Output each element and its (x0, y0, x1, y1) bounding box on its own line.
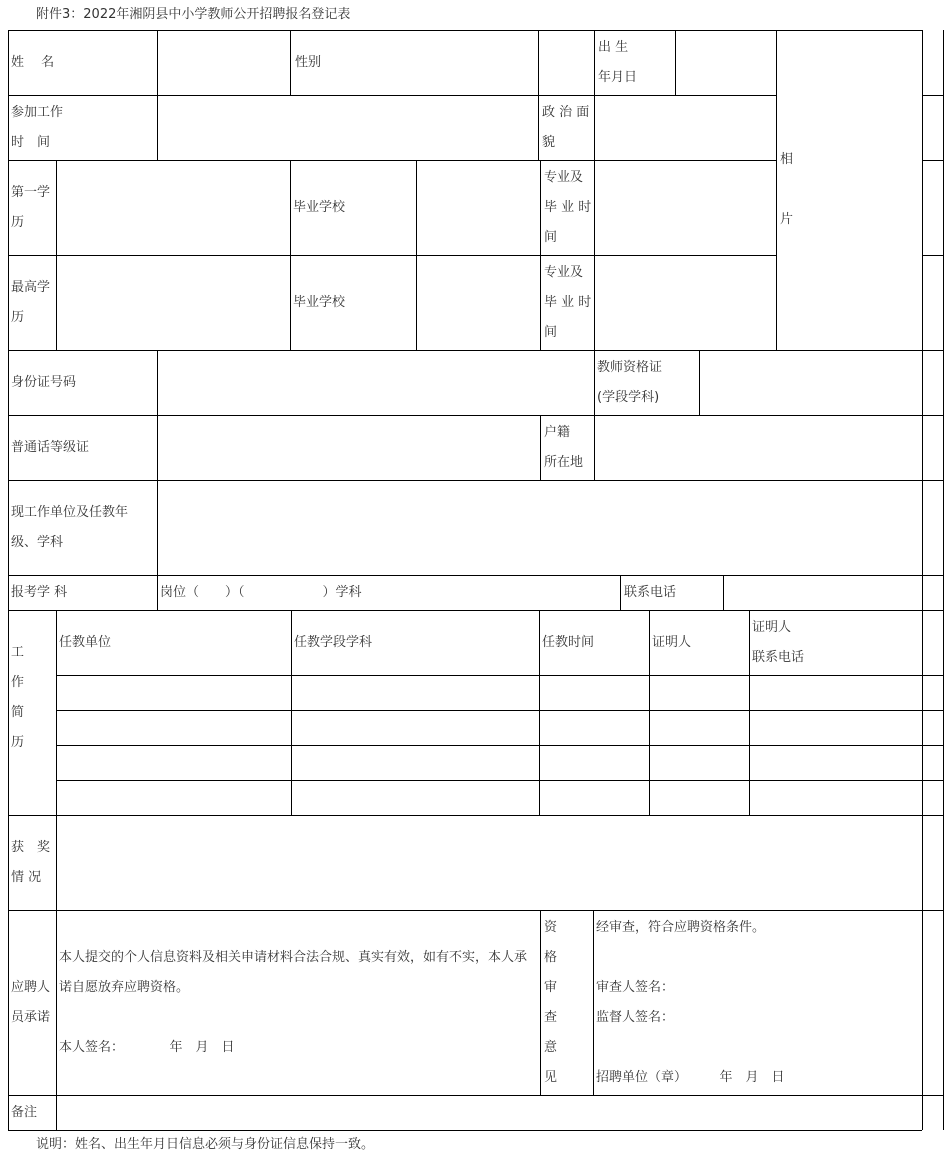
photo-label-line1: 相 (780, 152, 794, 167)
col-line (56, 160, 57, 350)
resume-header-unit: 任教单位 (59, 635, 112, 650)
political-label (542, 98, 589, 158)
col-line (594, 30, 595, 95)
review-label (544, 913, 557, 1093)
col-line (291, 610, 292, 815)
first-major-time-label (544, 163, 591, 253)
resume-header-witness: 证明人 (652, 635, 692, 650)
first-major-time-line3: 间 (544, 230, 558, 245)
review-label-char: 查 (544, 1010, 558, 1025)
col-line (594, 415, 595, 480)
row-line (8, 910, 944, 911)
apply-subject-label: 报考学 科 (11, 585, 68, 600)
row-line (8, 815, 944, 816)
col-line (539, 610, 540, 815)
highest-edu-label (11, 273, 50, 333)
supervisor-signature: 监督人签名： (596, 1010, 675, 1025)
resume-header-witness-phone (752, 613, 804, 673)
current-work-label (11, 498, 128, 558)
col-line (157, 575, 158, 610)
birth-label-line1: 出 生 (598, 40, 629, 55)
review-label-char: 格 (544, 950, 558, 965)
resume-label-char: 简 (11, 705, 25, 720)
first-edu-label-line2: 历 (11, 215, 25, 230)
photo-label (780, 145, 793, 235)
first-major-time-line1: 专业及 (544, 170, 584, 185)
highest-grad-school-label: 毕业学校 (293, 295, 346, 310)
resume-label-char: 工 (11, 645, 25, 660)
col-line (540, 160, 541, 350)
pledge-label (11, 973, 50, 1033)
table-border-right (922, 30, 923, 1130)
household-line1: 户籍 (544, 425, 571, 440)
col-line (538, 30, 539, 95)
row-line (8, 255, 776, 256)
first-major-time-line2: 毕 业 时 (544, 200, 592, 215)
col-line (416, 160, 417, 350)
gender-label: 性别 (295, 55, 322, 70)
row-line (56, 710, 944, 711)
review-label-char: 审 (544, 980, 558, 995)
current-work-line1: 现工作单位及任教年 (11, 505, 129, 520)
table-border-top (8, 30, 922, 31)
col-line (675, 30, 676, 95)
col-line (699, 350, 700, 415)
work-start-label-line2: 时 间 (11, 135, 51, 150)
first-edu-label (11, 178, 50, 238)
phone-label: 联系电话 (624, 585, 677, 600)
first-grad-school-label: 毕业学校 (293, 200, 346, 215)
remarks-label: 备注 (11, 1105, 38, 1120)
review-label-char: 见 (544, 1070, 558, 1085)
name-label: 姓 名 (11, 55, 55, 70)
col-line (157, 350, 158, 575)
household-line2: 所在地 (544, 455, 584, 470)
row-line (8, 415, 944, 416)
birth-label-line2: 年月日 (598, 70, 638, 85)
col-line (157, 30, 158, 160)
col-line (540, 415, 541, 480)
col-line (540, 910, 541, 1095)
witness-phone-line1: 证明人 (752, 620, 792, 635)
col-line (594, 95, 595, 160)
pledge-signature: 本人签名： 年 月 日 (59, 1040, 235, 1055)
row-line (922, 160, 944, 161)
birth-label (598, 33, 637, 93)
reviewer-signature: 审查人签名： (596, 980, 675, 995)
highest-edu-label-line1: 最高学 (11, 280, 51, 295)
col-line (538, 95, 539, 160)
awards-line2: 情 况 (11, 870, 42, 885)
row-line (56, 745, 944, 746)
resume-label-char: 历 (11, 735, 25, 750)
table-border-bottom (8, 1130, 922, 1131)
col-line (749, 610, 750, 815)
highest-major-time-label (544, 258, 591, 348)
col-line (290, 30, 291, 95)
teacher-cert-line2: (学段学科) (597, 390, 660, 405)
row-line (922, 255, 944, 256)
first-edu-label-line1: 第一学 (11, 185, 51, 200)
row-line (8, 1095, 944, 1096)
review-label-char: 资 (544, 920, 558, 935)
resume-label (11, 638, 24, 758)
political-label-line2: 貌 (542, 135, 556, 150)
witness-phone-line2: 联系电话 (752, 650, 805, 665)
awards-label (11, 833, 50, 893)
teacher-cert-label (597, 353, 662, 413)
col-line (290, 160, 291, 350)
pledge-label-line1: 应聘人 (11, 980, 51, 995)
col-line (593, 910, 594, 1095)
row-line (8, 610, 944, 611)
highest-major-time-line3: 间 (544, 325, 558, 340)
photo-label-line2: 片 (780, 212, 794, 227)
teacher-cert-line1: 教师资格证 (597, 360, 663, 375)
col-line (594, 350, 595, 415)
position-label: 岗位（ ）（ ）学科 (160, 585, 362, 600)
row-line (56, 780, 944, 781)
table-border-left (8, 30, 9, 1130)
resume-header-subject: 任教学段学科 (294, 635, 373, 650)
row-line (922, 95, 944, 96)
highest-major-time-line2: 毕 业 时 (544, 295, 592, 310)
mandarin-cert-label: 普通话等级证 (11, 440, 90, 455)
resume-header-time: 任教时间 (542, 635, 595, 650)
col-line (943, 30, 944, 1130)
id-number-label: 身份证号码 (11, 375, 77, 390)
political-label-line1: 政 治 面 (542, 105, 590, 120)
review-label-char: 意 (544, 1040, 558, 1055)
work-start-label-line1: 参加工作 (11, 105, 64, 120)
unit-seal: 招聘单位（章） 年 月 日 (596, 1070, 785, 1085)
row-line (56, 675, 944, 676)
col-line (649, 610, 650, 815)
row-line (595, 95, 776, 96)
col-line (56, 610, 57, 1095)
col-line (594, 160, 595, 350)
form-title: 附件3：2022年湘阴县中小学教师公开招聘报名登记表 (36, 7, 351, 22)
row-line (8, 350, 944, 351)
row-line (8, 95, 595, 96)
row-line (8, 575, 944, 576)
work-start-label (11, 98, 63, 158)
col-line (620, 575, 621, 610)
highest-major-time-line1: 专业及 (544, 265, 584, 280)
awards-line1: 获 奖 (11, 840, 51, 855)
review-result: 经审查，符合应聘资格条件。 (596, 920, 766, 935)
row-line (8, 480, 944, 481)
pledge-label-line2: 员承诺 (11, 1010, 51, 1025)
row-line (8, 160, 776, 161)
col-line (56, 1095, 57, 1130)
col-line (776, 30, 777, 350)
household-label (544, 418, 583, 478)
col-line (723, 575, 724, 610)
pledge-text: 本人提交的个人信息资料及相关申请材料合法合规、真实有效，如有不实，本人承诺自愿放弃应聘资格。 (59, 950, 528, 995)
footnote: 说明：姓名、出生年月日信息必须与身份证信息保持一致。 (36, 1137, 375, 1152)
resume-label-char: 作 (11, 675, 25, 690)
current-work-line2: 级、学科 (11, 535, 64, 550)
highest-edu-label-line2: 历 (11, 310, 25, 325)
